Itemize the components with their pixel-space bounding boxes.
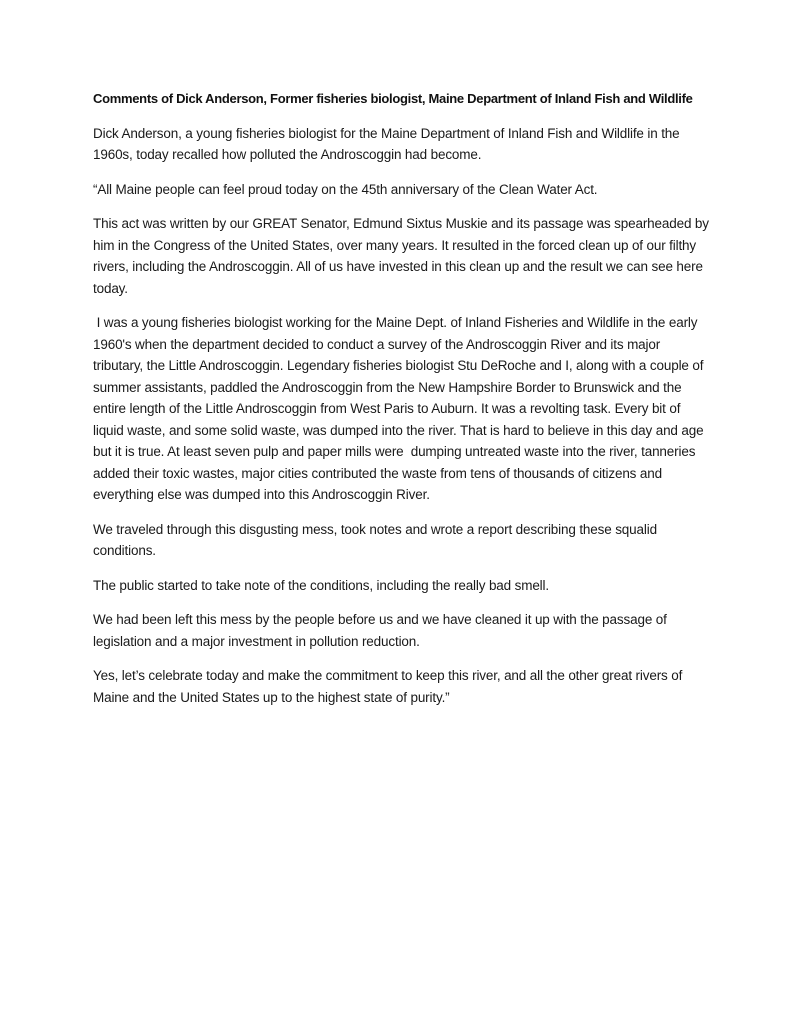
paragraph-quote-open: “All Maine people can feel proud today on the 45th anniversary of the Clean Water Act. (93, 181, 598, 197)
document-body (93, 123, 713, 709)
paragraph-public-notice: The public started to take note of the conditions, including the really bad smell. (93, 577, 549, 593)
paragraph-survey-story: I was a young fisheries biologist working for the Maine Dept. of Inland Fisheries and Wildlife in the early 1960's when the department decided to conduct a survey of the Androscoggin River and its major tributary, the Little Androscoggin. Legendary fisheries biologist Stu DeRoche and I, along with a couple of summer assistants, paddled the Androscoggin from the New Hampshire Border to Brunswick and the entire length of the Little Androscoggin from West Paris to Auburn. It was a revolting task. Every bit of liquid waste, and some solid waste, was dumped into the river. That is hard to believe in this day and age but it is true. At least seven pulp and paper mills were dumping untreated waste into the river, tanneries added their toxic wastes, major cities contributed the waste from tens of thousands of citizens and everything else was dumped into this Androscoggin River. (93, 315, 708, 502)
paragraph-clean-water-act: This act was written by our GREAT Senator, Edmund Sixtus Muskie and its passage was spearheaded by him in the Congress of the United States, over many years. It resulted in the forced clean up of our filthy rivers, including the Androscoggin. All of us have invested in this clean up and the result we can see here today. (93, 216, 713, 296)
paragraph-legislation: We had been left this mess by the people before us and we have cleaned it up with the passage of legislation and a major investment in pollution reduction. (93, 612, 671, 649)
paragraph-report: We traveled through this disgusting mess, took notes and wrote a report describing these squalid conditions. (93, 521, 661, 558)
document-title: Comments of Dick Anderson, Former fisheries biologist, Maine Department of Inland Fish and Wildlife (93, 91, 693, 106)
paragraph-closing: Yes, let’s celebrate today and make the commitment to keep this river, and all the other great rivers of Maine and the United States up to the highest state of purity.” (93, 668, 686, 705)
paragraph-intro: Dick Anderson, a young fisheries biologist for the Maine Department of Inland Fish and Wildlife in the 1960s, today recalled how polluted the Androscoggin had become. (93, 125, 684, 162)
